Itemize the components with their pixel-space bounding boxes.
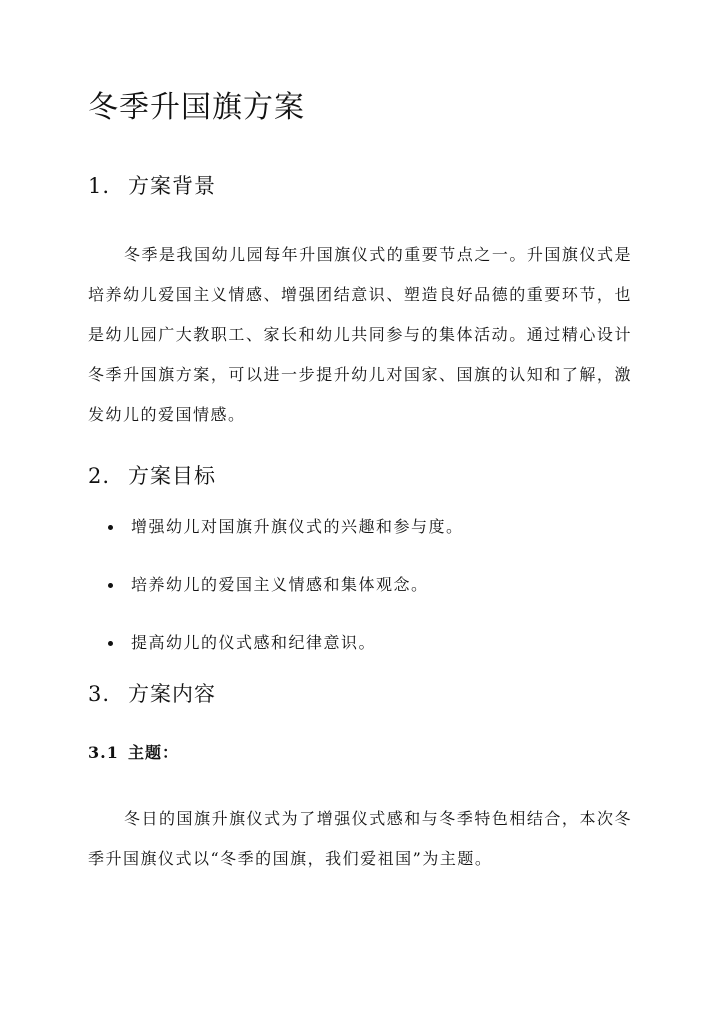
subsection-number: 3.1 <box>88 743 119 762</box>
theme-paragraph: 冬日的国旗升旗仪式为了增强仪式感和与冬季特色相结合，本次冬季升国旗仪式以“冬季的国旗，我们爱祖国”为主题。 <box>88 809 632 868</box>
section-number: 1. <box>88 174 111 198</box>
bullet-icon <box>108 641 113 646</box>
subsection-title: 主题： <box>128 743 180 762</box>
list-item-text: 提高幼儿的仪式感和纪律意识。 <box>131 633 377 652</box>
section-title: 方案背景 <box>128 174 216 198</box>
goals-list <box>88 517 632 653</box>
section-heading-background <box>88 171 632 201</box>
list-item <box>88 517 632 537</box>
list-item-text: 增强幼儿对国旗升旗仪式的兴趣和参与度。 <box>131 517 464 536</box>
section-number: 3. <box>88 682 111 706</box>
section-heading-content <box>88 679 632 709</box>
background-paragraph: 冬季是我国幼儿园每年升国旗仪式的重要节点之一。升国旗仪式是培养幼儿爱国主义情感、增强团结意识、塑造良好品德的重要环节，也是幼儿园广大教职工、家长和幼儿共同参与的集体活动。通过精心设计冬季升国旗方案，可以进一步提升幼儿对国家、国旗的认知和了解，激发幼儿的爱国情感。 <box>88 245 632 424</box>
document-title: 冬季升国旗方案 <box>88 90 305 125</box>
section-number: 2. <box>88 464 111 488</box>
list-item <box>88 575 632 595</box>
list-item <box>88 633 632 653</box>
section-title: 方案目标 <box>128 464 216 488</box>
bullet-icon <box>108 525 113 530</box>
section-title: 方案内容 <box>128 682 216 706</box>
subsection-heading-theme <box>88 741 632 765</box>
bullet-icon <box>108 583 113 588</box>
list-item-text: 培养幼儿的爱国主义情感和集体观念。 <box>131 575 429 594</box>
section-heading-goals <box>88 461 632 491</box>
